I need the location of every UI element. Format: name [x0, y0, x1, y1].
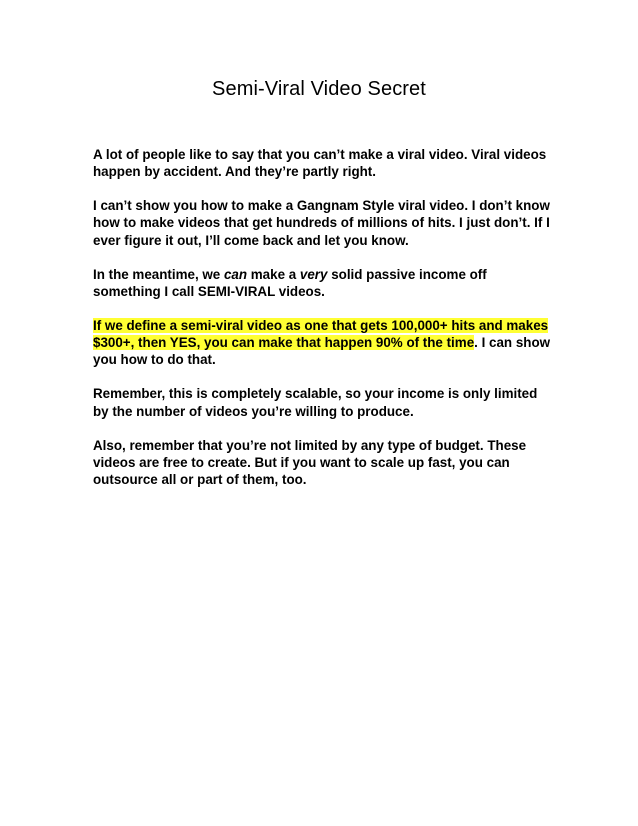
paragraph-3-text-a: In the meantime, we: [93, 266, 224, 282]
paragraph-4: [93, 317, 555, 369]
paragraph-3-emphasis-can: can: [223, 266, 248, 282]
paragraph-3-text-b: make a: [247, 266, 300, 282]
paragraph-3: [93, 266, 555, 301]
paragraph-1: A lot of people like to say that you can’t make a viral video. Viral videos happen by accident. And they’re partly right.: [93, 147, 547, 180]
document-title: Semi-Viral Video Secret: [212, 78, 426, 100]
paragraph-3-text-c: solid passive income off something I call SEMI-VIRAL videos.: [93, 266, 487, 299]
highlighted-text: If we define a semi-viral video as one that gets 100,000+ hits and makes $300+, then YES, you can make that happen 90% of the time: [93, 317, 549, 351]
paragraph-6: Also, remember that you’re not limited by any type of budget. These videos are free to create. But if you want to scale up fast, you can outsource all or part of them, too.: [93, 437, 527, 488]
document-body: [93, 146, 555, 505]
paragraph-3-emphasis-very: very: [299, 266, 328, 282]
paragraph-5: Remember, this is completely scalable, so your income is only limited by the number of videos you’re willing to produce.: [93, 386, 538, 419]
paragraph-4-rest: . I can show you how to do that.: [93, 335, 551, 368]
paragraph-2: I can’t show you how to make a Gangnam Style viral video. I don’t know how to make videos that get hundreds of millions of hits. I just don’t. If I ever figure it out, I’ll come back and let you know.: [93, 198, 550, 248]
